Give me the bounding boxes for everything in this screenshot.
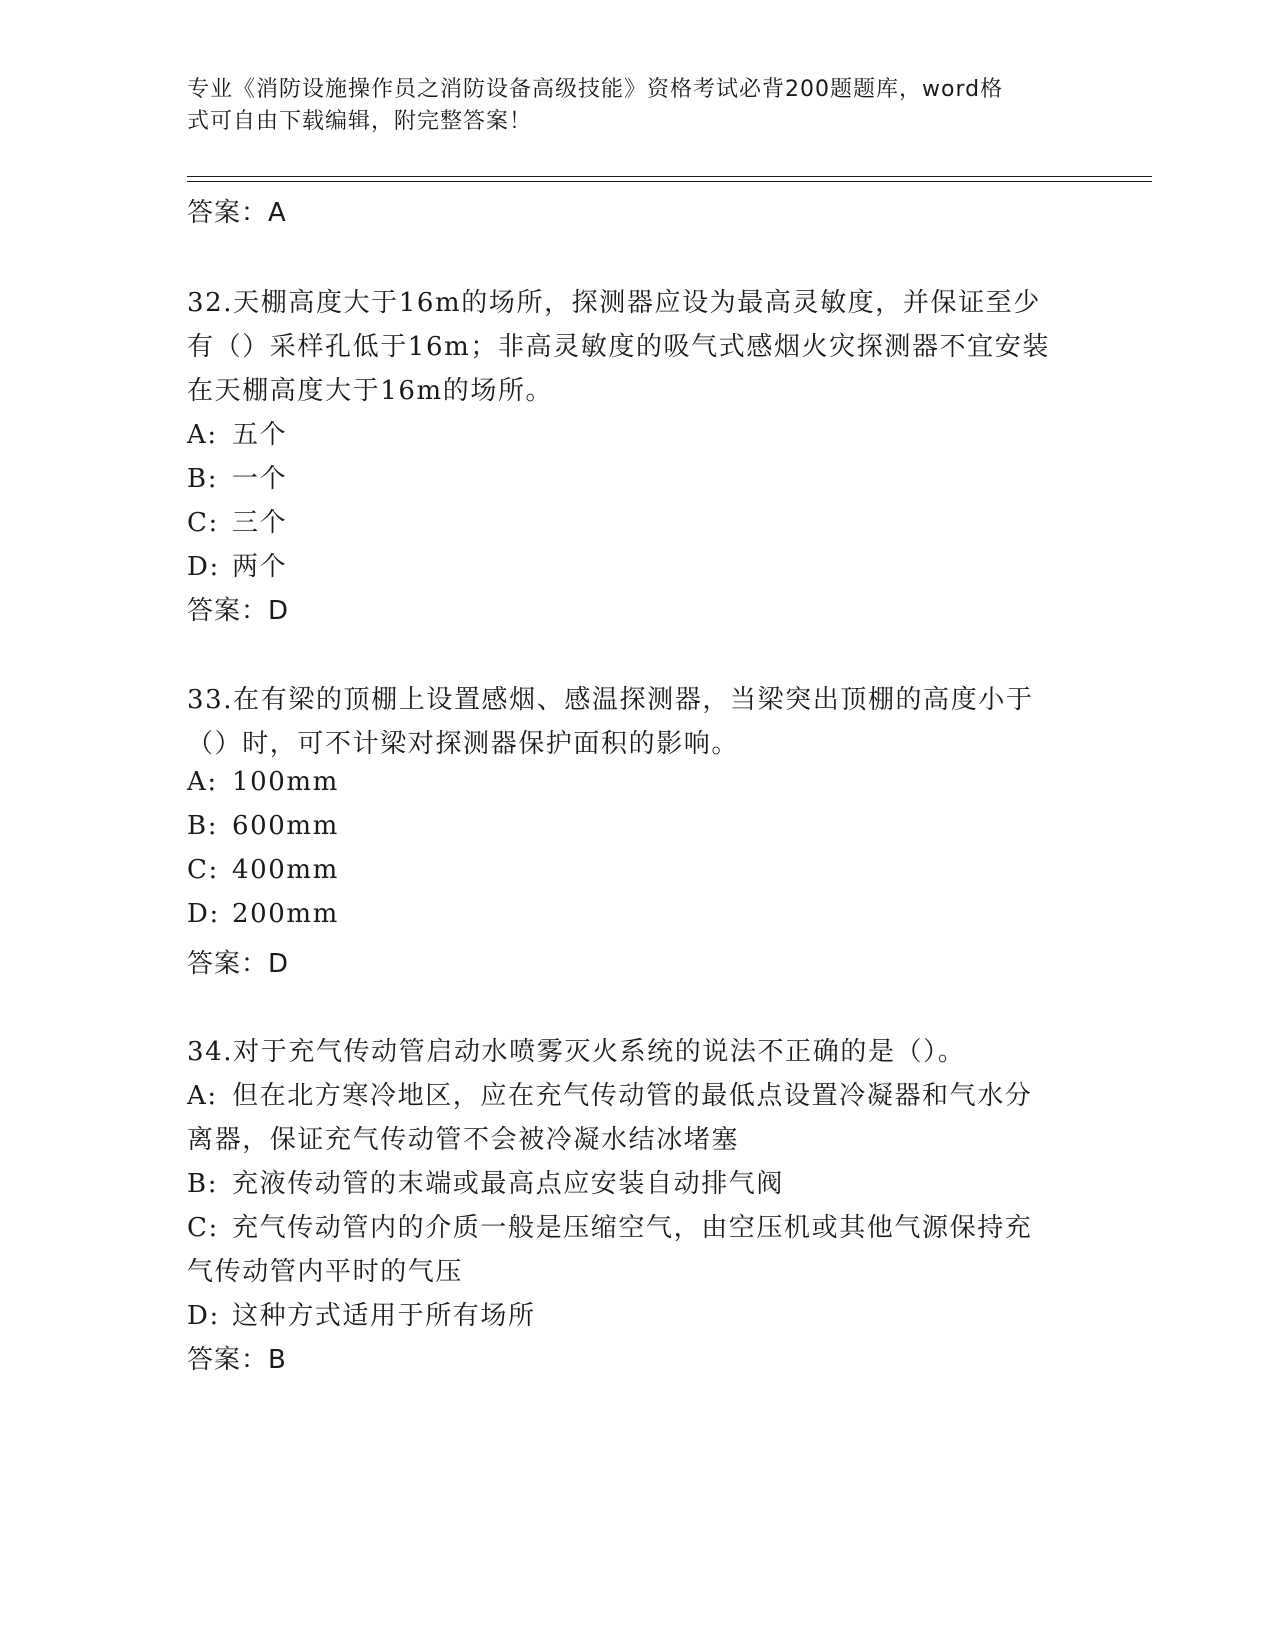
option-letter: D:	[187, 552, 220, 582]
question-33-option-d	[187, 899, 339, 929]
header-line-1: 专业《消防设施操作员之消防设备高级技能》资格考试必背200题题库，word格	[187, 77, 1004, 102]
question-32-option-a	[187, 414, 287, 451]
option-text: 充气传动管内的介质一般是压缩空气，由空压机或其他气源保持充	[232, 1213, 1033, 1243]
answer-label: 答案：	[187, 1345, 269, 1375]
prev-answer	[187, 192, 287, 229]
option-text: 200mm	[232, 899, 339, 929]
question-33-line-1: 33.在有梁的顶棚上设置感烟、感温探测器，当梁突出顶棚的高度小于	[187, 685, 1034, 715]
option-text: 两个	[232, 552, 288, 582]
question-34-option-c-continued: 气传动管内平时的气压	[187, 1257, 464, 1287]
answer-label: 答案：	[187, 949, 269, 979]
option-letter: C:	[187, 855, 219, 885]
answer-value: B	[268, 1345, 287, 1375]
question-34-option-a	[187, 1075, 1032, 1112]
question-33-option-c	[187, 855, 339, 885]
answer-value: D	[268, 596, 290, 626]
question-34-answer	[187, 1339, 287, 1376]
question-34-option-c	[187, 1207, 1032, 1244]
option-text: 三个	[232, 508, 288, 538]
option-letter: B:	[187, 464, 219, 494]
question-32-option-b	[187, 458, 287, 495]
option-text: 但在北方寒冷地区，应在充气传动管的最低点设置冷凝器和气水分	[232, 1081, 1033, 1111]
question-34-option-d	[187, 1295, 536, 1332]
option-letter: B:	[187, 811, 219, 841]
question-33-line-2: （）时，可不计梁对探测器保护面积的影响。	[187, 729, 740, 759]
option-letter: C:	[187, 508, 219, 538]
question-33-option-b	[187, 811, 339, 841]
option-letter: B:	[187, 1169, 219, 1199]
option-letter: D:	[187, 899, 220, 929]
question-32-line-1: 32.天棚高度大于16m的场所，探测器应设为最高灵敏度，并保证至少	[187, 288, 1041, 318]
question-34-line-1: 34.对于充气传动管启动水喷雾灭火系统的说法不正确的是（）。	[187, 1037, 966, 1067]
header-divider-second	[187, 181, 1152, 182]
option-text: 600mm	[232, 811, 339, 841]
option-text: 100mm	[232, 767, 339, 797]
header-line-2: 式可自由下载编辑，附完整答案！	[187, 109, 533, 134]
question-32-line-2: 有（）采样孔低于16m；非高灵敏度的吸气式感烟火灾探测器不宜安装	[187, 332, 1050, 362]
answer-value: D	[268, 949, 290, 979]
question-34-option-a-continued: 离器，保证充气传动管不会被冷凝水结冰堵塞	[187, 1125, 740, 1155]
question-34-option-b	[187, 1163, 784, 1200]
option-letter: A:	[187, 1081, 218, 1111]
option-text: 400mm	[232, 855, 339, 885]
option-letter: A:	[187, 420, 218, 450]
question-32-option-c	[187, 502, 287, 539]
question-33-answer	[187, 943, 289, 980]
option-text: 五个	[232, 420, 288, 450]
question-32-answer	[187, 590, 289, 627]
question-33-option-a	[187, 767, 339, 797]
answer-value: A	[268, 198, 287, 228]
option-text: 一个	[232, 464, 288, 494]
option-text: 这种方式适用于所有场所	[232, 1301, 536, 1331]
document-header	[187, 74, 1067, 138]
option-text: 充液传动管的末端或最高点应安装自动排气阀	[232, 1169, 785, 1199]
answer-label: 答案：	[187, 596, 269, 626]
option-letter: A:	[187, 767, 218, 797]
option-letter: D:	[187, 1301, 220, 1331]
option-letter: C:	[187, 1213, 219, 1243]
question-32-line-3: 在天棚高度大于16m的场所。	[187, 376, 554, 406]
header-divider	[187, 176, 1152, 177]
question-32-option-d	[187, 546, 287, 583]
answer-label: 答案：	[187, 198, 269, 228]
